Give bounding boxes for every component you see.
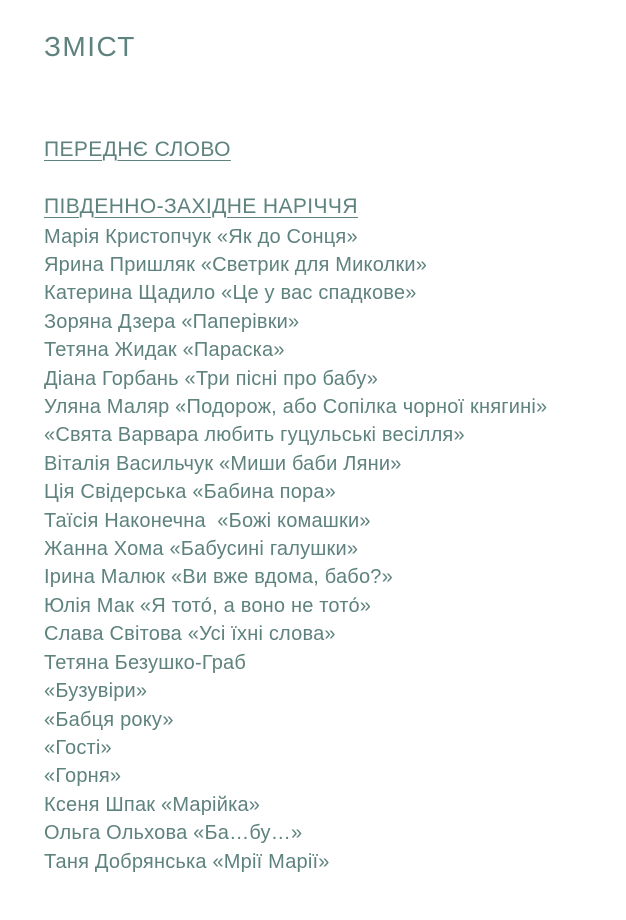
toc-entry: Уляна Маляр «Подорож, або Сопілка чорної княгині» [44,396,548,419]
toc-link-foreword[interactable]: ПЕРЕДНЄ СЛОВО [44,137,231,161]
toc-entry: Ольга Ольхова «Ба…бу…» [44,822,303,845]
toc-entry: Юлія Мак «Я тото́, а воно не тото́» [44,594,372,617]
toc-entry: Слава Світова «Усі їхні слова» [44,623,336,646]
toc-link-southwestern-dialect-section[interactable]: ПІВДЕННО-ЗАХІДНЕ НАРІЧЧЯ [44,194,358,218]
toc-entry: Катерина Щадило «Це у вас спадкове» [44,282,417,305]
toc-entry: Ксеня Шпак «Марійка» [44,793,261,816]
toc-entry: «Бузувіри» [44,680,148,703]
toc-entry: Жанна Хома «Бабусині галушки» [44,538,359,561]
toc-entry-list [44,223,596,876]
toc-entry: «Гості» [44,736,112,759]
toc-entry: Ірина Малюк «Ви вже вдома, бабо?» [44,566,393,589]
toc-entry: «Горня» [44,765,122,788]
toc-entry: Тетяна Жидак «Параска» [44,339,285,362]
page-title: ЗМІСТ [44,31,136,62]
toc-entry: Марія Кристопчук «Як до Сонця» [44,225,358,248]
toc-entry: Зоряна Дзера «Паперівки» [44,310,300,333]
toc-entry: Ярина Пришляк «Светрик для Миколки» [44,254,428,276]
toc-entry: Таїсія Наконечна «Божі комашки» [44,509,371,532]
toc-entry: «Бабця року» [44,708,174,731]
toc-entry: Ція Свідерська «Бабина пора» [44,481,336,504]
toc-entry: «Свята Варвара любить гуцульські весілля» [44,424,465,447]
toc-entry: Таня Добрянська «Мрії Марії» [44,850,330,873]
toc-entry: Тетяна Безушко-Граб [44,651,247,674]
toc-entry: Діана Горбань «Три пісні про бабу» [44,367,379,390]
toc-entry: Віталія Васильчук «Миши баби Ляни» [44,452,402,475]
